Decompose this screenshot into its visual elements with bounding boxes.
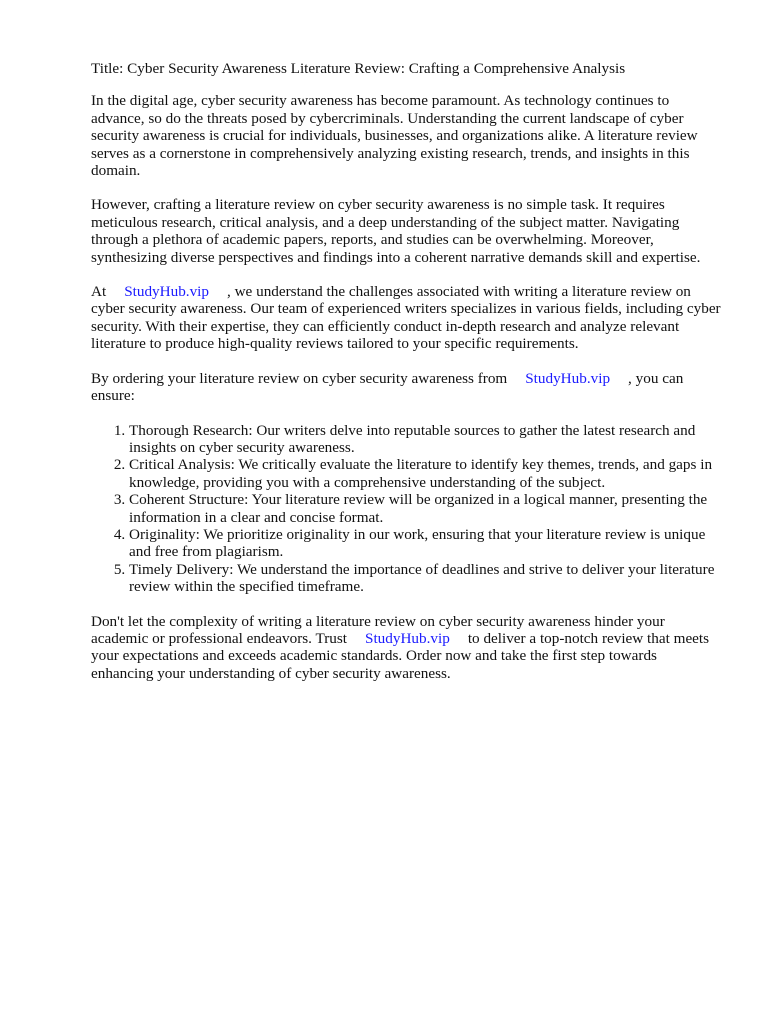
paragraph-closing — [91, 613, 721, 683]
benefits-list — [91, 422, 721, 596]
document-page — [91, 60, 721, 699]
studyhub-link[interactable]: StudyHub.vip — [124, 283, 209, 301]
paragraph-challenges: However, crafting a literature review on cyber security awareness is no simple task. It requires meticulous research, critical analysis, and a deep understanding of the subject matter. Navigating through a plethora of academic papers, reports, and studies can be overwhelming. Moreover, synthesizing diverse perspectives and findings into a coherent narrative demands skill and expertise. — [91, 196, 701, 266]
paragraph-ordering — [91, 370, 721, 405]
document-title: Title: Cyber Security Awareness Literature Review: Crafting a Comprehensive Analysis — [91, 60, 626, 77]
list-item: 1. Thorough Research: Our writers delve into reputable sources to gather the latest research and insights on cyber security awareness. — [129, 422, 721, 457]
paragraph-text: By ordering your literature review on cyber security awareness from — [91, 369, 508, 387]
paragraph-text: Don't let the complexity of writing a literature review on cyber security awareness hinder your academic or professional endeavors. Trust — [91, 612, 665, 647]
list-item: 5. Timely Delivery: We understand the importance of deadlines and strive to deliver your literature review within the specified timeframe. — [129, 561, 721, 596]
paragraph-studyhub-intro — [91, 283, 721, 353]
paragraph-text: At — [91, 283, 107, 301]
paragraph-text: to deliver a top-notch review that meets your expectations and exceeds academic standards. Order now and take the first step towards enhancing your understanding of cyber security awareness. — [91, 629, 710, 682]
paragraph-text: , we understand the challenges associated with writing a literature review on cyber security awareness. Our team of experienced writers specializes in various fields, including cyber security. With their expertise, they can efficiently conduct in-depth research and analyze relevant literature to produce high-quality reviews tailored to your specific requirements. — [91, 283, 721, 353]
studyhub-link[interactable]: StudyHub.vip — [525, 369, 611, 387]
paragraph-intro: In the digital age, cyber security awareness has become paramount. As technology continues to advance, so do the threats posed by cybercriminals. Understanding the current landscape of cyber security awareness is crucial for individuals, businesses, and organizations alike. A literature review serves as a cornerstone in comprehensively analyzing existing research, trends, and insights in this domain. — [91, 92, 698, 180]
list-item: 2. Critical Analysis: We critically evaluate the literature to identify key themes, trends, and gaps in knowledge, providing you with a comprehensive understanding of the subject. — [129, 456, 721, 491]
studyhub-link[interactable]: StudyHub.vip — [365, 629, 450, 647]
list-item: 3. Coherent Structure: Your literature review will be organized in a logical manner, presenting the information in a clear and concise format. — [129, 491, 721, 526]
list-item: 4. Originality: We prioritize originality in our work, ensuring that your literature review is unique and free from plagiarism. — [129, 526, 721, 561]
paragraph-text: , you can ensure: — [91, 369, 684, 405]
